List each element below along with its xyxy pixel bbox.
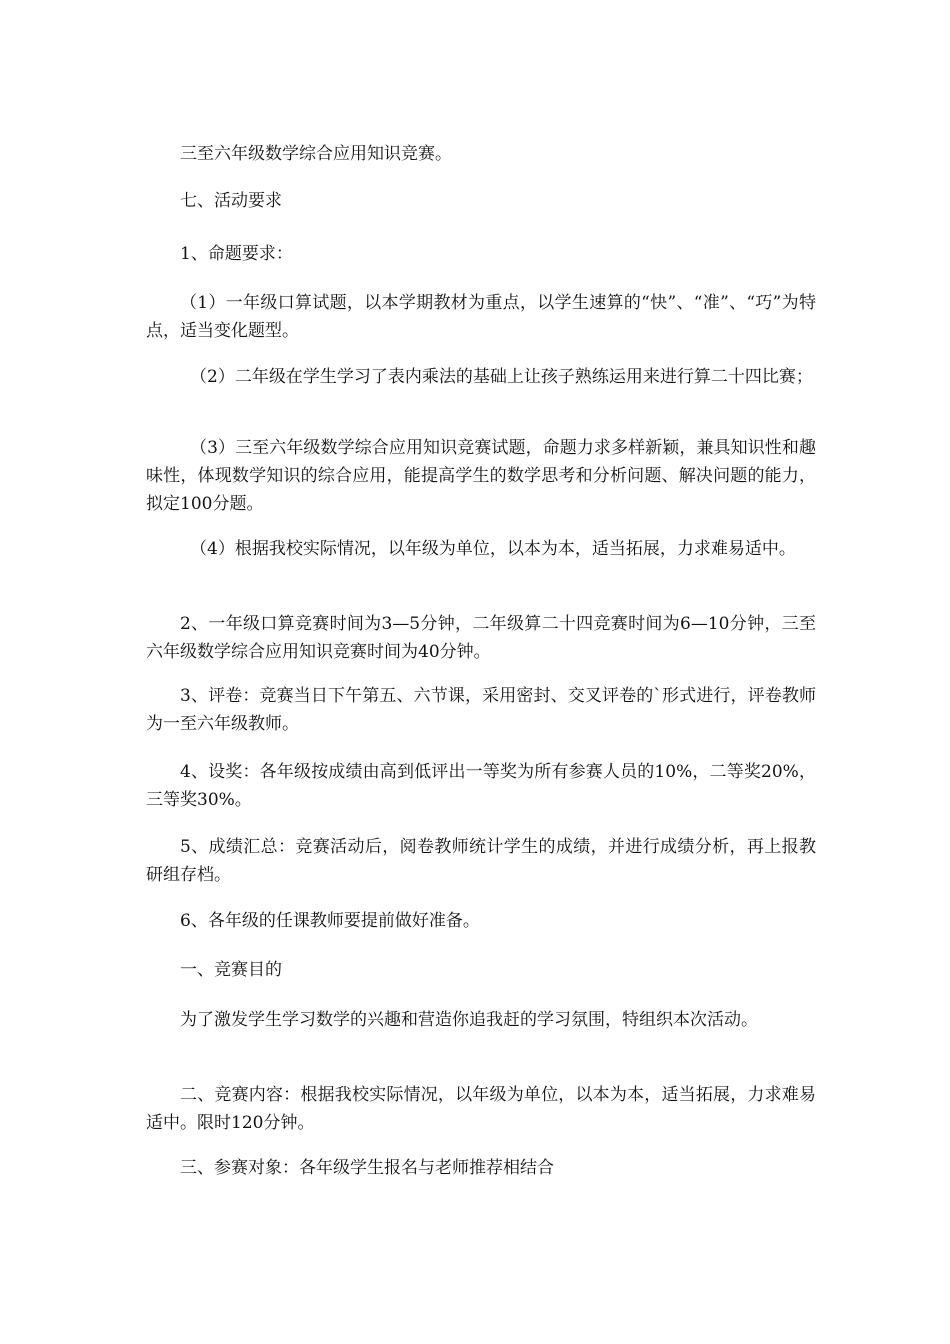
paragraph: 5、成绩汇总：竞赛活动后，阅卷教师统计学生的成绩，并进行成绩分析，再上报教研组存档。 [146,837,816,885]
paragraph: 6、各年级的任课教师要提前做好准备。 [180,911,480,931]
paragraph: （1）一年级口算试题，以本学期教材为重点，以学生速算的“快”、“准”、“巧”为特点，适当变化题型。 [146,293,816,341]
paragraph: 二、竞赛内容：根据我校实际情况，以年级为单位，以本为本，适当拓展，力求难易适中。限时120分钟。 [146,1085,816,1133]
section-heading: 一、竞赛目的 [180,960,282,980]
paragraph: 三、参赛对象：各年级学生报名与老师推荐相结合 [180,1158,554,1178]
paragraph: 2、一年级口算竞赛时间为3—5分钟，二年级算二十四竞赛时间为6—10分钟，三至六年级数学综合应用知识竞赛时间为40分钟。 [146,614,816,662]
paragraph: 3、评卷：竞赛当日下午第五、六节课，采用密封、交叉评卷的`形式进行，评卷教师为一至六年级教师。 [146,686,816,734]
paragraph: （3）三至六年级数学综合应用知识竞赛试题，命题力求多样新颖，兼具知识性和趣味性，体现数学知识的综合应用，能提高学生的数学思考和分析问题、解决问题的能力，拟定100分题。 [146,438,816,514]
paragraph: （4）根据我校实际情况，以年级为单位，以本为本，适当拓展，力求难易适中。 [190,539,796,559]
paragraph: 三至六年级数学综合应用知识竞赛。 [180,144,452,164]
paragraph: 为了激发学生学习数学的兴趣和营造你追我赶的学习氛围，特组织本次活动。 [180,1010,758,1030]
paragraph: 1、命题要求： [180,244,293,264]
paragraph: （2）二年级在学生学习了表内乘法的基础上让孩子熟练运用来进行算二十四比赛； [190,367,813,387]
section-heading: 七、活动要求 [180,191,282,211]
paragraph: 4、设奖：各年级按成绩由高到低评出一等奖为所有参赛人员的10%，二等奖20%，三等奖30%。 [146,762,816,810]
